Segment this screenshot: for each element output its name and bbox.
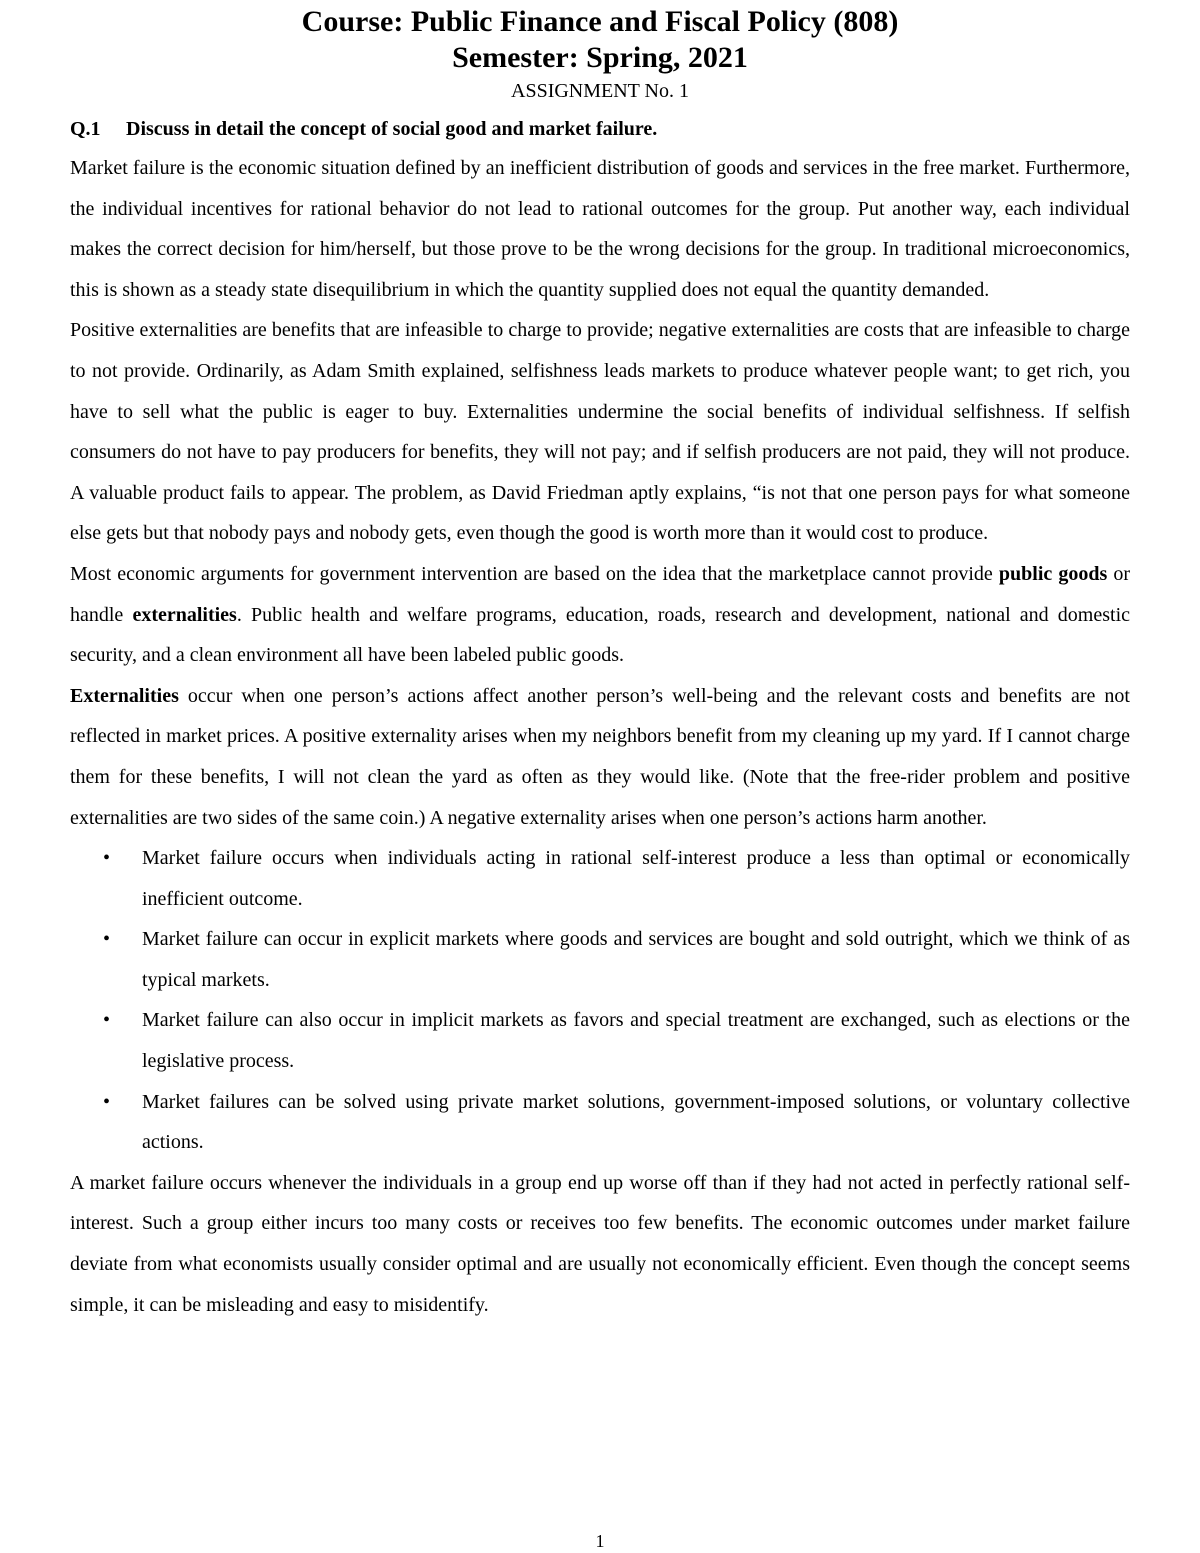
p3-bold-externalities: externalities [132,603,237,626]
paragraph-market-failure-definition: Market failure is the economic situation defined by an inefficient distribution of goods and services in the free market. Furthermore, the individual incentives for rational behavior do not lead to rational outcomes for the group. Put another way, each individual makes the correct decision for him/herself, but those prove to be the wrong decisions for the group. In traditional microeconomics, this is shown as a steady state disequilibrium in which the quantity supplied does not equal the quantity demanded. [70,157,1130,301]
question-heading [70,114,1130,144]
list-item [103,1082,1130,1163]
paragraph-externalities-definition [70,676,1130,838]
bullet-icon: • [103,1090,111,1113]
assignment-heading: ASSIGNMENT No. 1 [511,80,689,102]
page-number: 1 [595,1531,605,1551]
course-title: Course: Public Finance and Fiscal Policy (808) [301,5,899,38]
question-number: Q.1 [70,118,101,140]
list-item [103,838,1130,919]
paragraph-market-failure-summary: A market failure occurs whenever the individuals in a group end up worse off than if they had not acted in perfectly rational self-interest. Such a group either incurs too many costs or receives too few benefits. The economic outcomes under market failure deviate from what economists usually consider optimal and are usually not economically efficient. Even though the concept seems simple, it can be misleading and easy to misidentify. [70,1171,1130,1316]
p3-bold-public-goods: public goods [998,562,1108,585]
document-page [70,0,1130,1325]
p3-text-2: or handle [70,562,1130,626]
question-text: Discuss in detail the concept of social good and market failure. [126,118,658,140]
bullet-icon: • [103,1009,111,1032]
bullet-icon: • [103,928,111,951]
paragraph-externalities-intro: Positive externalities are benefits that are infeasible to charge to provide; negative externalities are costs that are infeasible to charge to not provide. Ordinarily, as Adam Smith explained, selfishness leads markets to produce whatever people want; to get rich, you have to sell what the public is eager to buy. Externalities undermine the social benefits of individual selfishness. If selfish consumers do not have to pay producers for benefits, they will not pay; and if selfish producers are not paid, they will not produce. A valuable product fails to appear. The problem, as David Friedman aptly explains, “is not that one person pays for what someone else gets but that nobody pays and nobody gets, even though the good is worth more than it would cost to produce. [70,319,1130,545]
list-item [103,1000,1130,1081]
list-item-text: Market failure can also occur in implicit markets as favors and special treatment are exchanged, such as elections or the legislative process. [142,1009,1130,1073]
paragraph-government-intervention [70,554,1130,676]
p3-text-1: Most economic arguments for government intervention are based on the idea that the marketplace cannot provide [70,562,999,585]
semester-title: Semester: Spring, 2021 [452,41,748,74]
list-item-text: Market failures can be solved using private market solutions, government-imposed solutions, or voluntary collective actions. [142,1090,1130,1154]
list-item [103,919,1130,1000]
p4-text: occur when one person’s actions affect another person’s well-being and the relevant costs and benefits are not reflected in market prices. A positive externality arises when my neighbors benefit from my cleaning up my yard. If I cannot charge them for these benefits, I will not clean the yard as often as they would like. (Note that the free-rider problem and positive externalities are two sides of the same coin.) A negative externality arises when one person’s actions harm another. [70,684,1130,829]
p4-bold-externalities: Externalities [70,684,179,707]
p3-text-3: . Public health and welfare programs, education, roads, research and development, national and domestic security, and a clean environment all have been labeled public goods. [70,603,1131,667]
list-item-text: Market failure occurs when individuals acting in rational self-interest produce a less than optimal or economically inefficient outcome. [142,847,1130,910]
bullet-list [70,838,1130,1163]
bullet-icon: • [103,847,111,870]
list-item-text: Market failure can occur in explicit markets where goods and services are bought and sold outright, which we think of as typical markets. [142,928,1130,991]
